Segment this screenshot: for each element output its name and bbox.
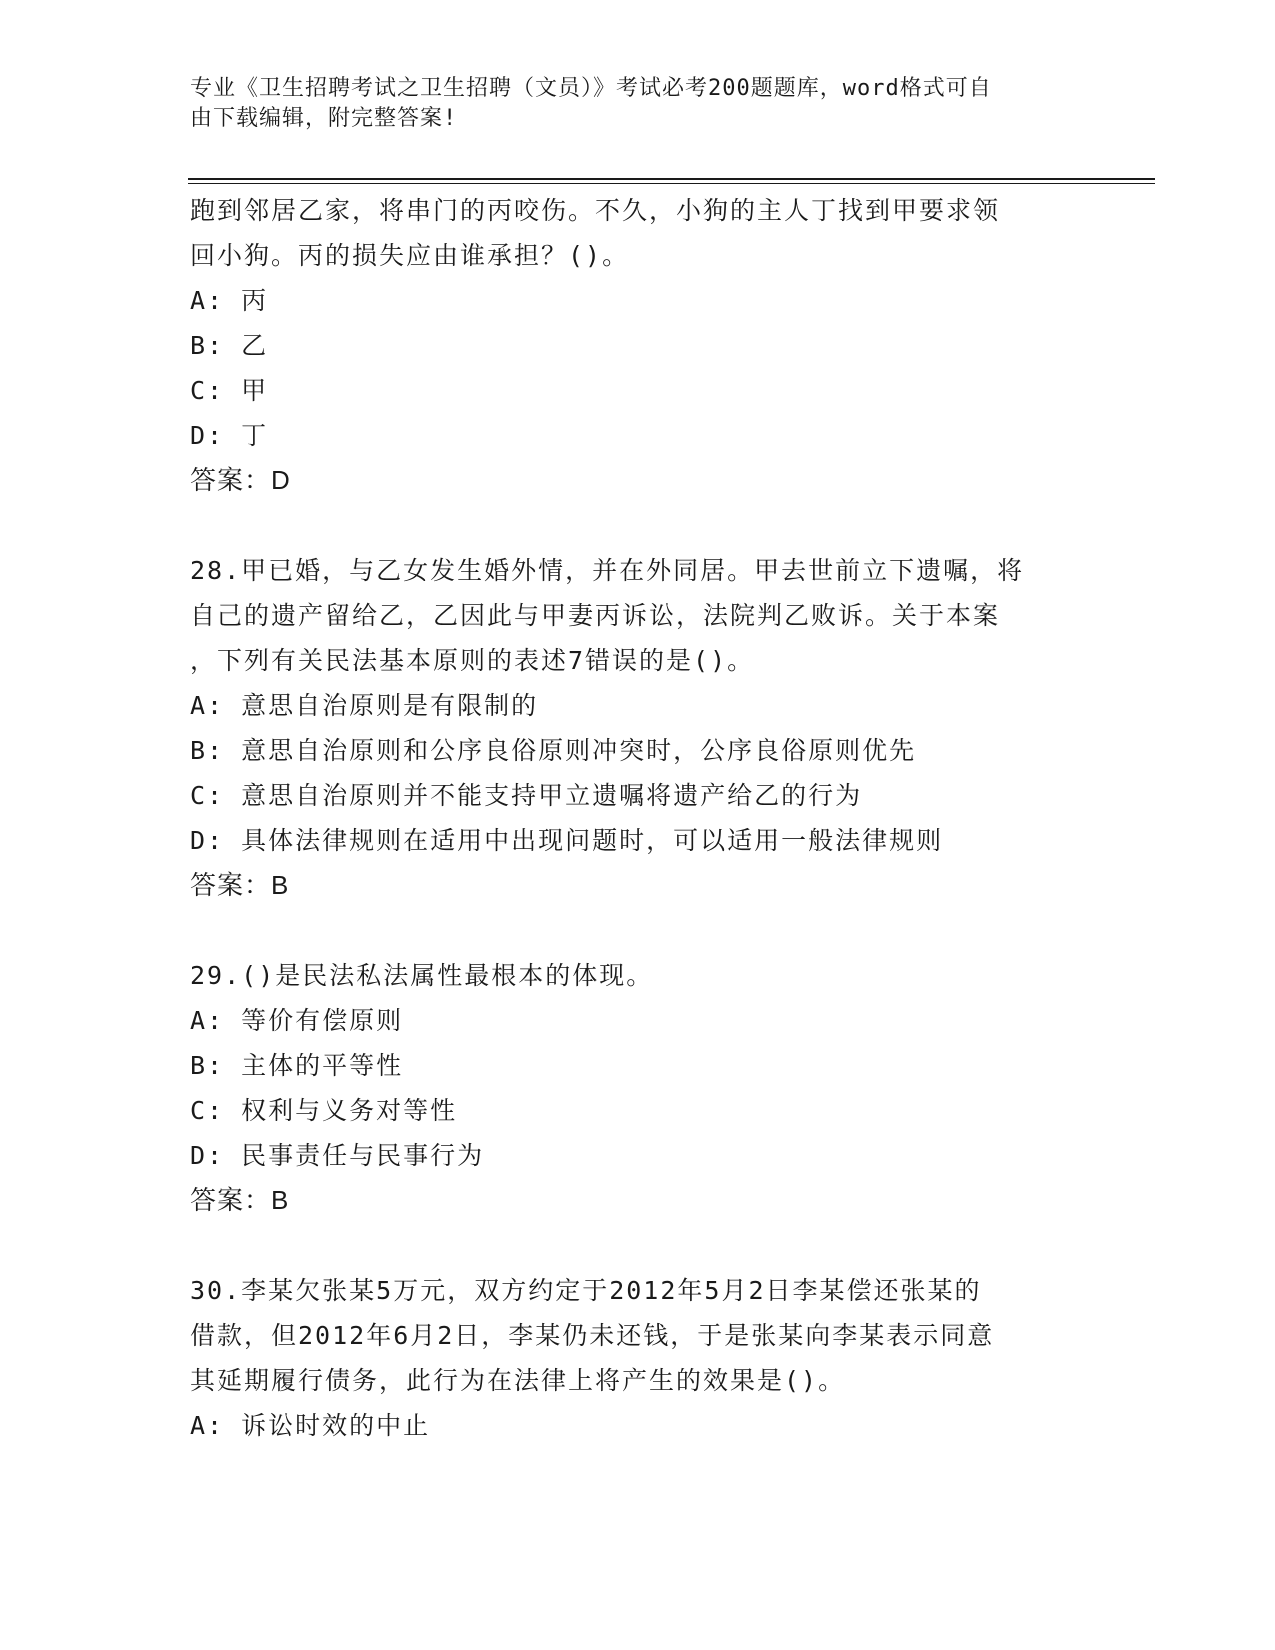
question-27 [190,188,1090,503]
question-text-line: 29.()是民法私法属性最根本的体现。 [190,961,654,990]
answer-line: 答案：B [190,1185,290,1215]
question-spacer [190,908,1090,953]
option-b: B: 主体的平等性 [190,1051,404,1080]
option-c: C: 权利与义务对等性 [190,1096,458,1125]
answer-line: 答案：B [190,870,290,900]
question-text-line: 28.甲已婚，与乙女发生婚外情，并在外同居。甲去世前立下遗嘱，将 [190,556,1025,585]
question-text-line: 借款，但2012年6月2日，李某仍未还钱，于是张某向李某表示同意 [190,1321,995,1350]
header-divider-thick [188,178,1155,180]
question-text-line: 跑到邻居乙家，将串门的丙咬伤。不久，小狗的主人丁找到甲要求领 [190,196,1001,225]
option-a: A: 意思自治原则是有限制的 [190,691,539,720]
document-header [190,74,1090,134]
question-text-line: 自己的遗产留给乙，乙因此与甲妻丙诉讼，法院判乙败诉。关于本案 [190,601,1001,630]
option-a: A: 丙 [190,286,269,315]
question-text-line: 30.李某欠张某5万元，双方约定于2012年5月2日李某偿还张某的 [190,1276,982,1305]
question-text-line: 其延期履行债务，此行为在法律上将产生的效果是()。 [190,1366,846,1395]
question-text-line: 回小狗。丙的损失应由谁承担？()。 [190,241,630,270]
option-d: D: 民事责任与民事行为 [190,1141,485,1170]
option-c: C: 甲 [190,376,269,405]
option-c: C: 意思自治原则并不能支持甲立遗嘱将遗产给乙的行为 [190,781,863,810]
option-b: B: 乙 [190,331,269,360]
option-d: D: 具体法律规则在适用中出现问题时，可以适用一般法律规则 [190,826,944,855]
question-spacer [190,503,1090,548]
option-a: A: 等价有偿原则 [190,1006,404,1035]
question-spacer [190,1223,1090,1268]
question-30 [190,1268,1090,1448]
option-b: B: 意思自治原则和公序良俗原则冲突时，公序良俗原则优先 [190,736,917,765]
question-text-line: ，下列有关民法基本原则的表述7错误的是()。 [190,646,755,675]
question-list [190,188,1090,1448]
question-29 [190,953,1090,1223]
option-a: A: 诉讼时效的中止 [190,1411,431,1440]
option-d: D: 丁 [190,421,269,450]
header-line-2: 由下载编辑，附完整答案! [190,106,458,131]
answer-line: 答案：D [190,465,291,495]
question-28 [190,548,1090,908]
header-line-1: 专业《卫生招聘考试之卫生招聘（文员）》考试必考200题题库，word格式可自 [190,76,992,101]
header-divider-thin [188,183,1155,184]
